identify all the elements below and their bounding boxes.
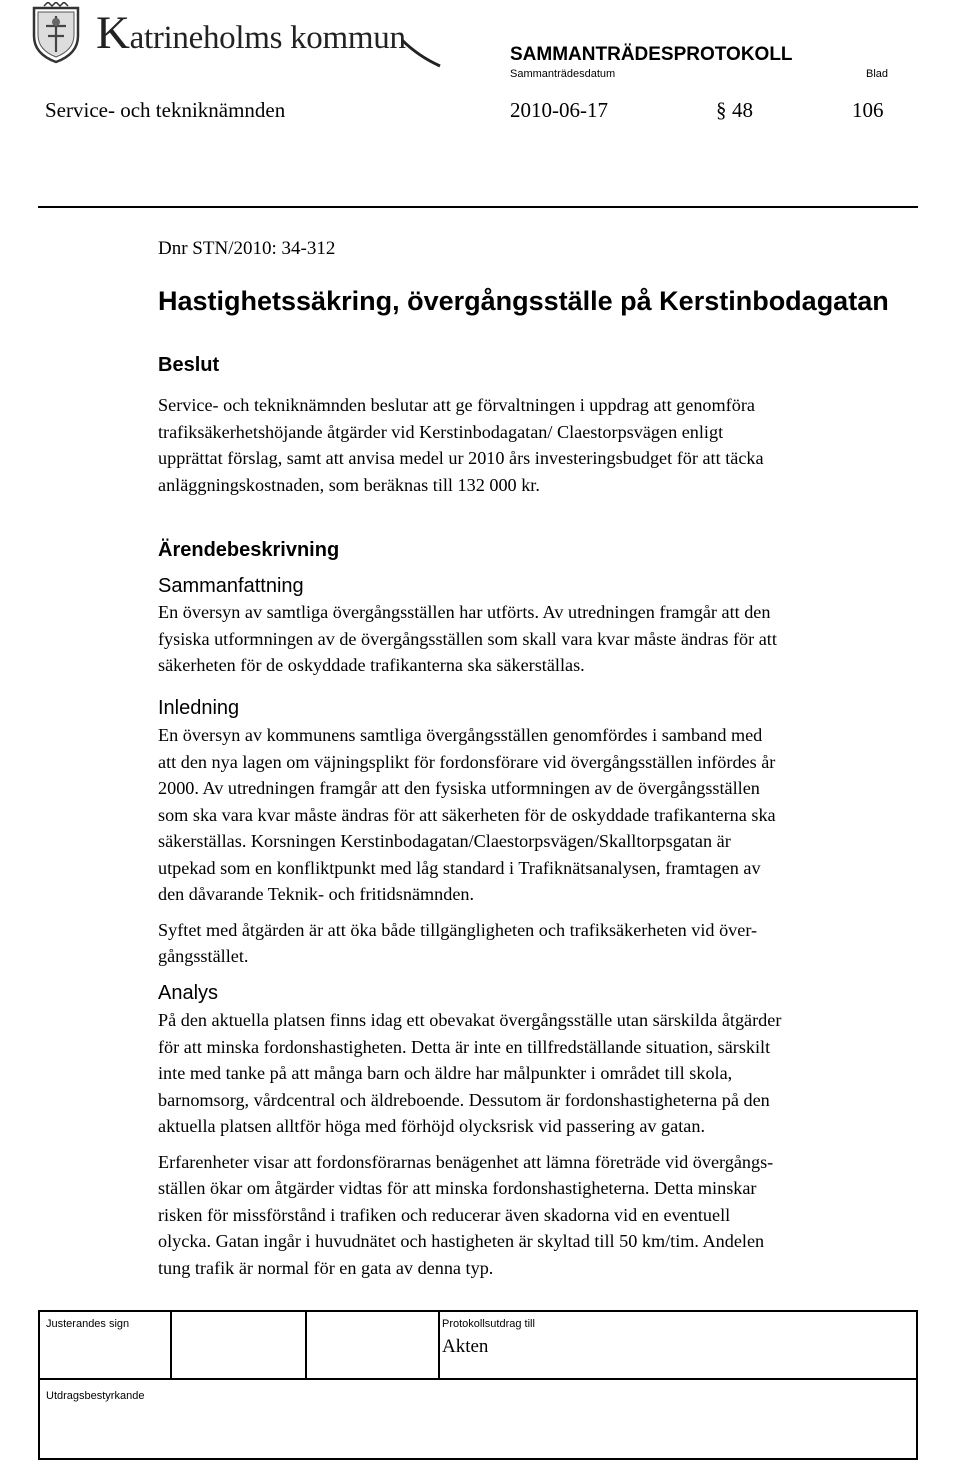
signature-box	[38, 1310, 918, 1460]
paragraph-number: 48	[732, 98, 753, 122]
page-label: Blad	[866, 68, 889, 80]
case-number: Dnr STN/2010: 34-312	[158, 238, 336, 259]
beslut-heading: Beslut	[158, 354, 220, 376]
footer-divider	[438, 1312, 440, 1378]
municipality-crest-icon	[30, 2, 82, 64]
text-line: trafiksäkerhetshöjande åtgärder vid Kerstinbodagatan/ Claestorpsvägen enligt	[158, 421, 724, 442]
text-line: som ska vara kvar måste ändras för att säkerheten för de oskyddade trafikanterna ska	[158, 804, 776, 825]
text-line: På den aktuella platsen finns idag ett obevakat övergångsställe utan särskilda åtgärder	[158, 1010, 782, 1030]
beslut-text	[158, 392, 910, 507]
sammanfattning-text	[158, 599, 910, 688]
text-line: utpekad som en konfliktpunkt med låg standard i Trafiknätsanalysen, framtagen av	[158, 857, 761, 878]
text-line: En översyn av samtliga övergångsställen har utförts. Av utredningen framgår att den	[158, 602, 771, 622]
text-line: den dåvarande Teknik- och fritidsnämnden.	[158, 884, 475, 904]
text-line: gångsstället.	[158, 946, 249, 966]
protokollsutdrag-value: Akten	[442, 1336, 489, 1357]
analys-text	[158, 1007, 910, 1290]
text-line: olycka. Gatan ingår i huvudnätet och hastigheten är skyltad till 50 km/tim. Andelen	[158, 1231, 765, 1251]
protocol-title: SAMMANTRÄDESPROTOKOLL	[510, 44, 793, 65]
text-line: En översyn av kommunens samtliga övergångsställen genomfördes i samband med	[158, 725, 763, 745]
paragraph-symbol: §	[716, 98, 727, 122]
text-line: inte med tanke på att många barn och äldre har målpunkter i området till skola,	[158, 1063, 733, 1083]
text-line: fysiska utformningen av de övergångsställen som skall vara kvar måste ändras för att	[158, 628, 777, 649]
text-line: Service- och tekniknämnden beslutar att ge förvaltningen i uppdrag att genomföra	[158, 395, 755, 415]
text-line: aktuella platsen alltför höga med förhöjd olycksrisk vid passering av gatan.	[158, 1116, 705, 1136]
analys-heading: Analys	[158, 982, 219, 1004]
text-line: 2000. Av utredningen framgår att den fysiska utformningen av de övergångsställen	[158, 778, 760, 798]
committee-name: Service- och tekniknämnden	[45, 98, 286, 122]
text-line: upprättat förslag, samt att anvisa medel ur 2010 års investeringsbudget för att täcka	[158, 448, 764, 468]
protokollsutdrag-label: Protokollsutdrag till	[442, 1318, 535, 1330]
text-line: risken för missförstånd i trafiken och reducerar även skadorna vid en eventuell	[158, 1204, 731, 1225]
text-line: för att minska fordonshastigheten. Detta är inte en tillfredställande situation, särskilt	[158, 1036, 771, 1057]
justerandes-sign-label: Justerandes sign	[46, 1318, 130, 1330]
text-line: säkerheten för de oskyddade trafikanterna ska säkerställas.	[158, 655, 585, 675]
inledning-text	[158, 722, 910, 979]
page-number: 106	[852, 98, 884, 122]
text-line: anläggningskostnaden, som beräknas till 132 000 kr.	[158, 474, 540, 495]
arendebeskrivning-heading: Ärendebeskrivning	[158, 539, 340, 561]
municipality-logo-text: Katrineholms kommun	[96, 7, 406, 59]
text-line: tung trafik är normal för en gata av denna typ.	[158, 1257, 494, 1278]
text-line: barnomsorg, vårdcentral och äldreboende. Dessutom är fordonshastigheterna på den	[158, 1089, 770, 1110]
footer-divider	[170, 1312, 172, 1378]
text-line: Erfarenheter visar att fordonsförarnas benägenhet att lämna företräde vid övergångs-	[158, 1151, 774, 1172]
utdragsbestyrkande-label: Utdragsbestyrkande	[46, 1390, 145, 1402]
footer-divider	[305, 1312, 307, 1378]
meeting-date: 2010-06-17	[510, 98, 608, 122]
sammanfattning-heading: Sammanfattning	[158, 575, 304, 597]
page-title: Hastighetssäkring, övergångsställe på Kerstinbodagatan	[158, 286, 889, 316]
text-line: ställen ökar om åtgärder vidtas för att minska fordonshastigheterna. Detta minskar	[158, 1178, 757, 1198]
meeting-date-label: Sammanträdesdatum	[510, 68, 616, 80]
text-line: att den nya lagen om väjningsplikt för fordonsförare vid övergångsställen infördes år	[158, 751, 776, 772]
text-line: Syftet med åtgärden är att öka både tillgängligheten och trafiksäkerheten vid över-	[158, 919, 758, 940]
logo-swoosh-icon	[400, 38, 444, 70]
inledning-heading: Inledning	[158, 697, 240, 719]
text-line: säkerställas. Korsningen Kerstinbodagatan/Claestorpsvägen/Skalltorpsgatan är	[158, 831, 731, 851]
footer-divider	[40, 1378, 916, 1380]
header-divider	[38, 206, 918, 208]
